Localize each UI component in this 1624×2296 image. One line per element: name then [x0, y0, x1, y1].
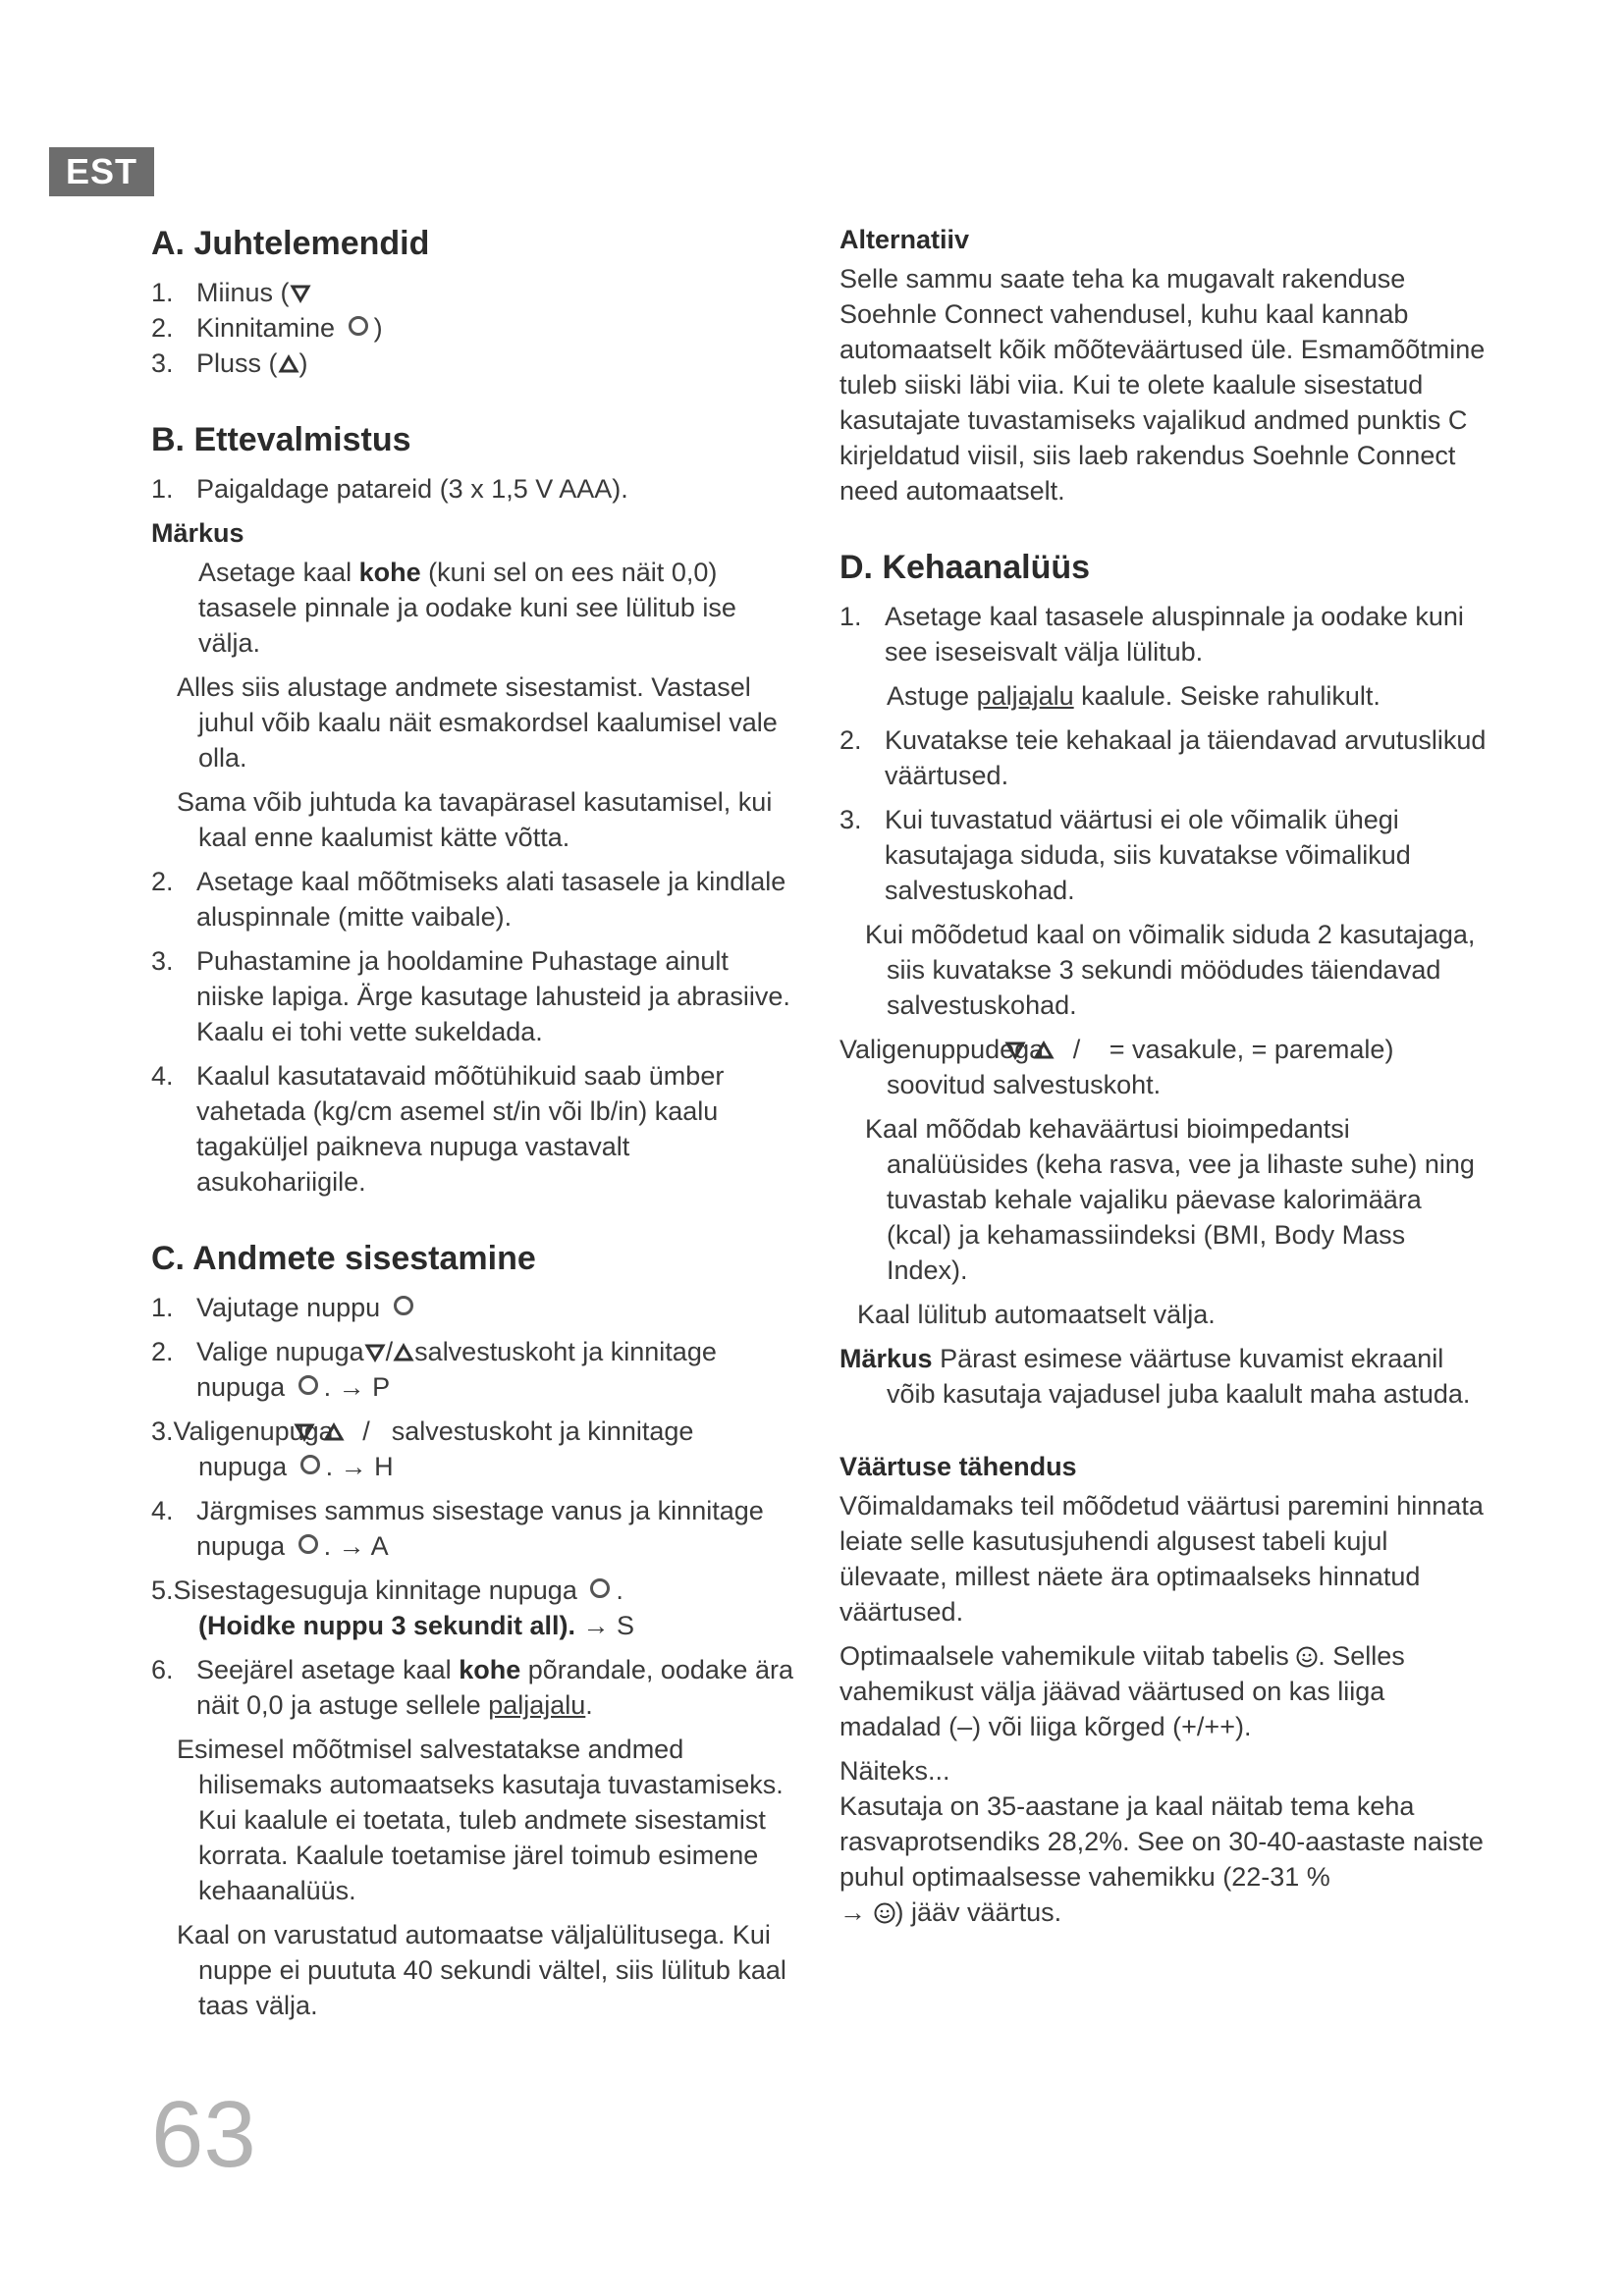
- values-heading: Väärtuse tähendus: [839, 1452, 1077, 1481]
- section-c: [151, 1237, 799, 2023]
- plus-arrow-icon: [393, 1337, 414, 1359]
- paragraph: Kaal mõõdab kehaväärtusi bioimpedantsi analüüsides (keha rasva, vee ja lihaste suhe) ning tuvastab kehale vajaliku päevase kalorimäära (kcal) ja kehamassiindeksi (BMI, Body Mass Index).: [865, 1114, 1475, 1285]
- plus-arrow-icon: [278, 348, 299, 370]
- item-text: Pluss (: [196, 348, 278, 378]
- list-item: 3. Pluss ( ): [151, 346, 799, 381]
- list-item: 3.Valigenupuga / salvestuskoht ja kinnitage nupuga . → H: [151, 1416, 694, 1481]
- list-item: 2. Asetage kaal mõõtmiseks alati tasasele ja kindlale aluspinnale (mitte vaibale).: [151, 867, 786, 932]
- language-badge: EST: [49, 147, 154, 196]
- section-d-title: D. Kehaanalüüs: [839, 549, 1091, 586]
- list-item: 6. Seejärel asetage kaal kohe põrandale, oodake ära näit 0,0 ja astuge sellele paljajalu.: [151, 1655, 793, 1720]
- section-a: [151, 222, 799, 381]
- confirm-button-icon: [590, 1578, 610, 1598]
- plus-arrow-icon: [1080, 1035, 1102, 1056]
- confirm-button-icon: [298, 1375, 318, 1395]
- list-item: 5.Sisestagesuguja kinnitage nupuga . (Hoidke nuppu 3 sekundit all). → S: [151, 1575, 635, 1640]
- minus-arrow-icon: [364, 1337, 386, 1359]
- section-b: [151, 418, 799, 1200]
- list-item: 1. Vajutage nuppu: [151, 1290, 799, 1325]
- list-item: 1. Paigaldage patareid (3 x 1,5 V AAA).: [151, 471, 799, 507]
- item-text: Paigaldage patareid (3 x 1,5 V AAA).: [196, 474, 628, 504]
- section-c-title: C. Andmete sisestamine: [151, 1240, 536, 1277]
- list-item: [151, 275, 799, 310]
- confirm-button-icon: [349, 316, 368, 336]
- paragraph: Näiteks...: [839, 1756, 950, 1786]
- note-paragraph: Asetage kaal kohe (kuni sel on ees näit 0,0) tasasele pinnale ja oodake kuni see lülitub ise välja.: [198, 558, 736, 658]
- plus-arrow-icon: [370, 1416, 392, 1438]
- list-item: 2. Kinnitamine ): [151, 310, 799, 346]
- list-item: 4. Kaalul kasutatavaid mõõtühikuid saab ümber vahetada (kg/cm asemel st/in või lb/in) kaalu tagaküljel paikneva nupuga vastavalt asukohariigile.: [151, 1061, 725, 1197]
- smiley-icon: [1296, 1641, 1318, 1663]
- list-item: 2. Valige nupuga / salvestuskoht ja kinnitage nupuga . → P: [151, 1337, 717, 1402]
- paragraph: Esimesel mõõtmisel salvestatakse andmed hilisemaks automaatseks kasutaja tuvastamiseks. Kui kaalule ei toetata, tuleb andmete sisestamist korrata. Kaalule toetamise järel toimub esimene kehaanalüüs.: [177, 1735, 784, 1905]
- list-item-continuation: Astuge paljajalu kaalule. Seiske rahulikult.: [887, 681, 1380, 711]
- item-number: 1.: [151, 278, 174, 307]
- item-text: Miinus (: [196, 278, 290, 307]
- note-heading: Märkus: [151, 518, 244, 548]
- list-item: 4. Järgmises sammus sisestage vanus ja kinnitage nupuga . → A: [151, 1496, 764, 1561]
- values-section: [839, 1449, 1488, 1930]
- left-column: [151, 222, 799, 2060]
- section-b-title: B. Ettevalmistus: [151, 421, 411, 458]
- confirm-button-icon: [298, 1534, 318, 1554]
- note-paragraph: Märkus Pärast esimese väärtuse kuvamist ekraanil võib kasutaja vajadusel juba kaalult maha astuda.: [839, 1344, 1471, 1409]
- note-paragraph: Alles siis alustage andmete sisestamist. Vastasel juhul võib kaalu näit esmakordsel kaalumisel vale olla.: [177, 672, 778, 773]
- paragraph: Optimaalsele vahemikule viitab tabelis . Selles vahemikust välja jäävad väärtused on kas liiga madalad (–) või liiga kõrged (+/++).: [839, 1641, 1405, 1741]
- list-item: 3. Puhastamine ja hooldamine Puhastage ainult niiske lapiga. Ärge kasutage lahusteid ja abrasiive. Kaalu ei tohi vette sukeldada.: [151, 946, 790, 1046]
- item-number: 3.: [151, 348, 174, 378]
- list-item: 3. Kui tuvastatud väärtusi ei ole võimalik ühegi kasutajaga siduda, siis kuvatakse võimalikud salvestuskohad.: [839, 805, 1411, 905]
- paragraph: Valigenuppudega / = vasakule, = paremale) soovitud salvestuskoht.: [839, 1035, 1394, 1099]
- alternative-text: Selle sammu saate teha ka mugavalt rakenduse Soehnle Connect vahendusel, kuhu kaal kannab automaatselt kõik mõõteväärtused üle. Esmamõõtmine tuleb siiski läbi viia. Kui te olete kaalule sisestatud kasutajate tuvastamiseks vajalikud andmed punktis C kirjeldatud viisil, siis laeb rakendus Soehnle Connect need automaatselt.: [839, 264, 1486, 506]
- paragraph: Kasutaja on 35-aastane ja kaal näitab tema keha rasvaprotsendiks 28,2%. See on 30-40-aastaste naiste puhul optimaalsesse vahemikku (22-31 % → ) jääv väärtus.: [839, 1791, 1484, 1927]
- right-column: [839, 222, 1488, 1939]
- section-d: [839, 546, 1488, 1412]
- item-number: 2.: [151, 313, 174, 343]
- list-item: 2. Kuvatakse teie kehakaal ja täiendavad arvutuslikud väärtused.: [839, 725, 1487, 790]
- note-paragraph: Sama võib juhtuda ka tavapärasel kasutamisel, kui kaal enne kaalumist kätte võtta.: [177, 787, 773, 852]
- paragraph: Kaal on varustatud automaatse väljalülitusega. Kui nuppe ei puututa 40 sekundi vältel, siis lülitub kaal taas välja.: [177, 1920, 786, 2020]
- page-number: 63: [151, 2082, 256, 2187]
- alternative-section: [839, 222, 1488, 508]
- paragraph: Kaal lülitub automaatselt välja.: [857, 1300, 1216, 1329]
- smiley-icon: [874, 1897, 895, 1919]
- list-item: 1. Asetage kaal tasasele aluspinnale ja oodake kuni see iseseisvalt välja lülitub.: [839, 602, 1464, 667]
- minus-arrow-icon: [290, 278, 311, 299]
- alternative-heading: Alternatiiv: [839, 225, 970, 254]
- confirm-button-icon: [300, 1455, 320, 1474]
- item-text: Kinnitamine: [196, 313, 336, 343]
- section-a-title: A. Juhtelemendid: [151, 225, 430, 262]
- paragraph: Võimaldamaks teil mõõdetud väärtusi paremini hinnata leiate selle kasutusjuhendi algusest tabeli kujul ülevaate, millest näete ära optimaalseks hinnatud väärtused.: [839, 1491, 1484, 1627]
- confirm-button-icon: [394, 1296, 413, 1315]
- paragraph: Kui mõõdetud kaal on võimalik siduda 2 kasutajaga, siis kuvatakse 3 sekundi möödudes täiendavad salvestuskohad.: [865, 920, 1476, 1020]
